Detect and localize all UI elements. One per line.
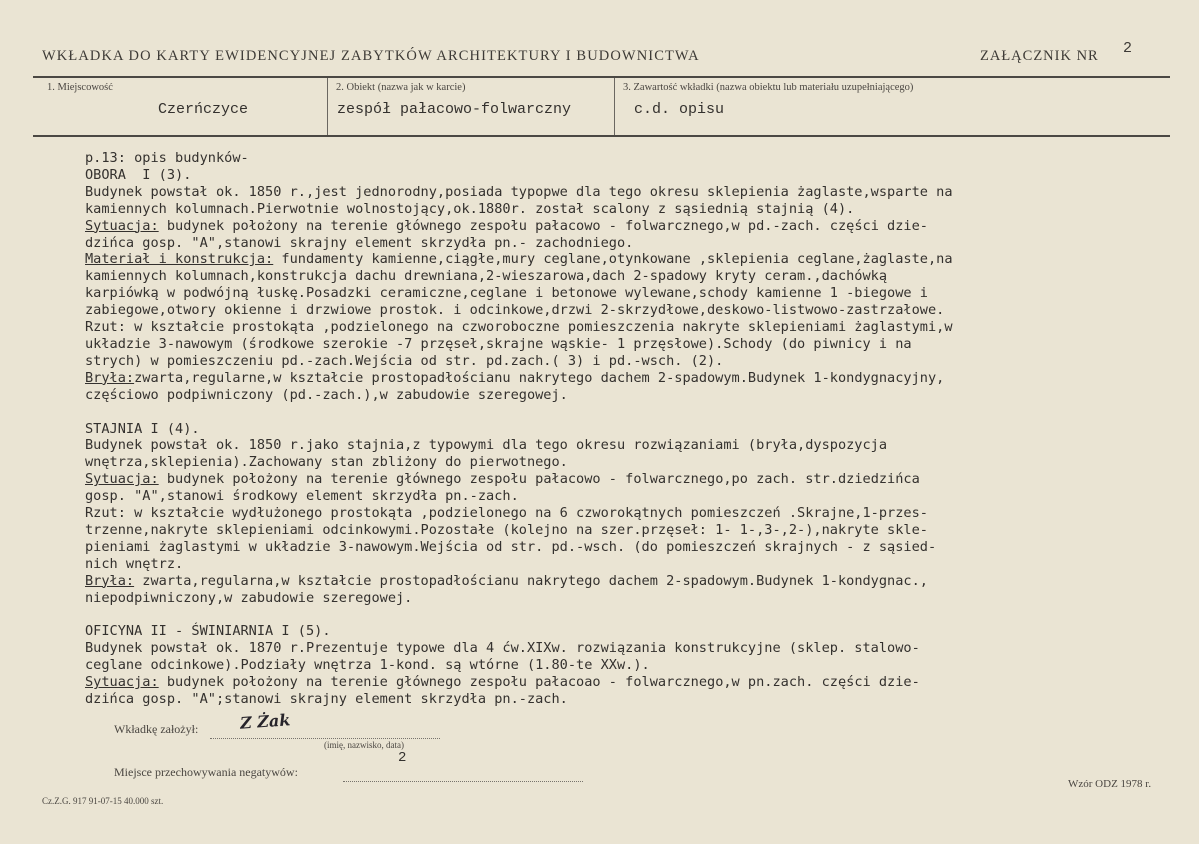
- annex-number: 2: [1123, 40, 1133, 57]
- text-line: OFICYNA II - ŚWINIARNIA I (5).: [85, 623, 331, 640]
- text-line: dzińca gosp. "A";stanowi skrajny element skrzydła pn.-zach.: [85, 691, 568, 707]
- line-text: budynek położony na terenie głównego zespołu pałacoao - folwarcznego,w pn.zach. części dzie-: [158, 674, 920, 691]
- section-heading: Sytuacja:: [85, 674, 159, 691]
- text-line: częściowo podpiwniczony (pd.-zach.),w zabudowie szeregowej.: [85, 386, 568, 403]
- section-heading: Sytuacja:: [85, 471, 159, 488]
- field-divider-1: [327, 78, 328, 135]
- text-line: układzie 3-nawowym (środkowe szerokie -7 przęseł,skrajne wąskie- 1 przęsłowe).Schody (do piwnicy i na: [85, 335, 912, 352]
- text-line: trzenne,nakryte sklepieniami odcinkowymi.Pozostałe (kolejno na szer.przęseł: 1- 1-,3-,2-),nakryte skle-: [85, 521, 928, 538]
- section-heading: Bryła:: [85, 572, 135, 589]
- line-text: zwarta,regularne,w kształcie prostopadłościanu nakrytego dachem 2-spadowym.Budynek 1-kondygnacyjny,: [134, 369, 945, 386]
- text-line: dzińca gosp. "A",stanowi skrajny element skrzydła pn.- zachodniego.: [85, 234, 634, 251]
- section-heading: Bryła:: [85, 369, 135, 386]
- text-line: [85, 471, 1165, 488]
- section-heading: Materiał i konstrukcja:: [85, 251, 274, 268]
- text-line: p.13: opis budynków-: [85, 150, 249, 166]
- template-info: Wzór ODZ 1978 r.: [1068, 778, 1152, 790]
- text-line: ceglane odcinkowe).Podziały wnętrza 1-kond. są wtórne (1.80-te XXw.).: [85, 657, 650, 674]
- place-value: Czerńczyce: [158, 101, 249, 118]
- description-text: [85, 150, 1165, 708]
- storage-line: [343, 780, 583, 782]
- text-line: [85, 606, 1165, 623]
- field-divider-2: [614, 78, 615, 135]
- form-title: WKŁADKA DO KARTY EWIDENCYJNEJ ZABYTKÓW ARCHITEKTURY I BUDOWNICTWA: [42, 48, 700, 64]
- storage-label: Miejsce przechowywania negatywów:: [114, 765, 298, 779]
- text-line: strych) w pomieszczeniu pd.-zach.Wejścia od str. pd.zach.( 3) i pd.-wsch. (2).: [85, 352, 724, 369]
- object-value: zespół pałacowo-folwarczny: [337, 101, 572, 118]
- print-info: Cz.Z.G. 917 91-07-15 40.000 szt.: [42, 796, 164, 806]
- text-line: [85, 218, 1165, 235]
- text-line: zabiegowe,otwory okienne i drzwiowe prostok. i odcinkowe,drzwi 2-skrzydłowe,deskowo-listwowo-zastrzałowe.: [85, 302, 945, 319]
- content-label: 3. Zawartość wkładki (nazwa obiektu lub materiału uzupełniającego): [623, 82, 914, 93]
- line-text: fundamenty kamienne,ciągłe,mury ceglane,otynkowane ,sklepienia ceglane,żaglaste,na: [273, 251, 953, 268]
- storage-value: 2: [398, 750, 407, 766]
- text-line: STAJNIA I (4).: [85, 420, 200, 437]
- text-line: [85, 404, 1165, 421]
- section-heading: Sytuacja:: [85, 217, 159, 234]
- line-text: zwarta,regularna,w kształcie prostopadłościanu nakrytego dachem 2-spadowym.Budynek 1-kondygnac.,: [134, 572, 928, 589]
- text-line: karpiówką w podwójną łuskę.Posadzki ceramiczne,ceglane i betonowe wylewane,schody kamienne 1 -biegowe i: [85, 285, 928, 302]
- text-line: pieniami żaglastymi w układzie 3-nawowym.Wejścia od str. pd.-wsch. (do pomieszczeń skrajnych - z sąsied-: [85, 538, 937, 555]
- line-text: budynek położony na terenie głównego zespołu pałacowo - folwarcznego,w pd.-zach. części dzie-: [158, 217, 928, 234]
- text-line: kamiennych kolumnach,konstrukcja dachu drewniana,2-wieszarowa,dach 2-spadowy kryty ceram.,dachówką: [85, 268, 888, 285]
- text-line: [85, 370, 1165, 387]
- text-line: OBORA I (3).: [85, 166, 192, 183]
- text-line: niepodpiwniczony,w zabudowie szeregowej.: [85, 589, 413, 606]
- text-line: Rzut: w kształcie wydłużonego prostokąta ,podzielonego na 6 czworokątnych pomieszczeń .Skrajne,1-przes-: [85, 505, 928, 522]
- created-by-label: Wkładkę założył:: [114, 722, 199, 736]
- text-line: nich wnętrz.: [85, 555, 184, 572]
- object-label: 2. Obiekt (nazwa jak w karcie): [336, 82, 466, 93]
- text-line: wnętrza,sklepienia).Zachowany stan zbliżony do pierwotnego.: [85, 454, 568, 471]
- created-by-line: [210, 737, 440, 739]
- fields-rule: [33, 135, 1170, 137]
- header-rule: [33, 76, 1170, 78]
- line-text: budynek położony na terenie głównego zespołu pałacowo - folwarcznego,po zach. str.dziedzińca: [158, 471, 920, 488]
- text-line: Budynek powstał ok. 1850 r.jako stajnia,z typowymi dla tego okresu rozwiązaniami (bryła,dyspozycja: [85, 437, 888, 454]
- text-line: Budynek powstał ok. 1870 r.Prezentuje typowe dla 4 ćw.XIXw. rozwiązania konstrukcyjne (sklep. stalowo-: [85, 640, 920, 657]
- text-line: [85, 251, 1165, 268]
- content-value: c.d. opisu: [634, 101, 725, 118]
- place-label: 1. Miejscowość: [47, 82, 113, 93]
- text-line: Budynek powstał ok. 1850 r.,jest jednorodny,posiada typopwe dla tego okresu sklepienia żaglaste,wsparte na: [85, 183, 953, 200]
- text-line: [85, 674, 1165, 691]
- text-line: kamiennych kolumnach.Pierwotnie wolnostojący,ok.1880r. został scalony z sąsiednią stajnią (4).: [85, 200, 855, 217]
- text-line: [85, 573, 1165, 590]
- text-line: gosp. "A",stanowi środkowy element skrzydła pn.-zach.: [85, 488, 519, 505]
- created-by-hint: (imię, nazwisko, data): [324, 740, 404, 750]
- annex-label: ZAŁĄCZNIK NR: [980, 48, 1099, 64]
- signature: Z Żak: [239, 710, 291, 733]
- text-line: Rzut: w kształcie prostokąta ,podzielonego na czworoboczne pomieszczenia nakryte sklepieniami żaglastymi,w: [85, 319, 953, 336]
